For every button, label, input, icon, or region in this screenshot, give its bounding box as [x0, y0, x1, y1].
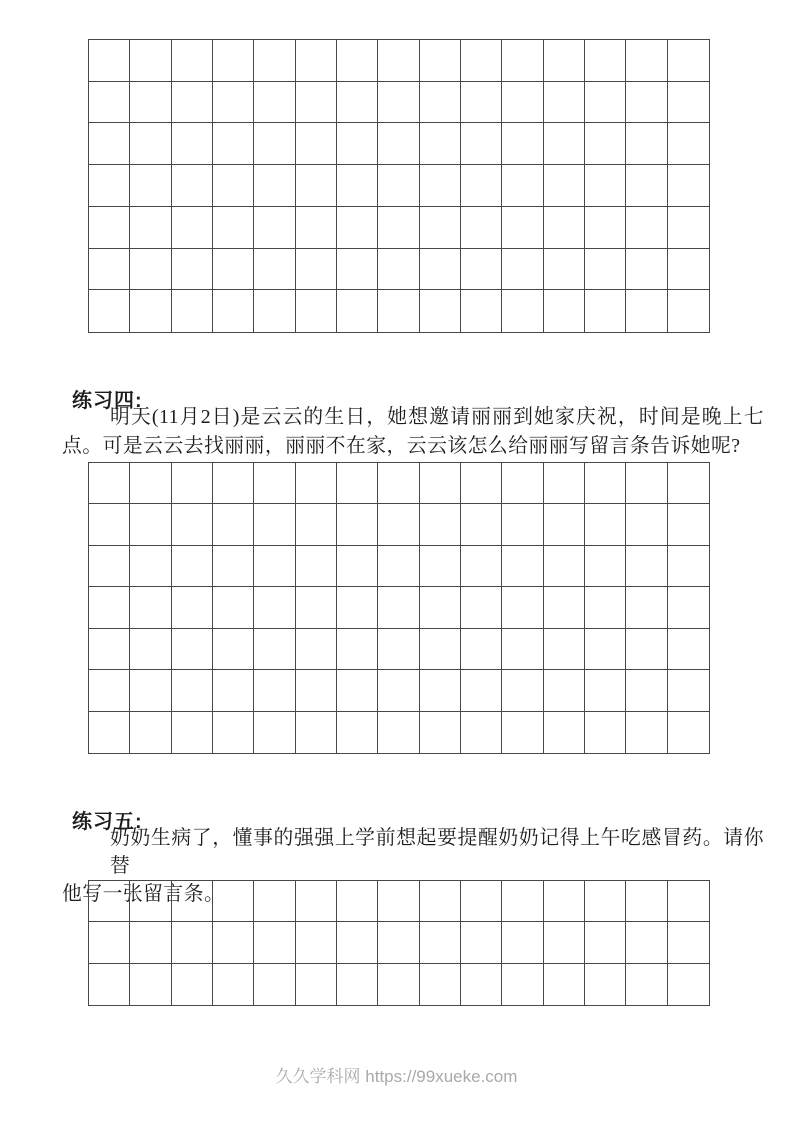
writing-cell	[213, 629, 254, 670]
writing-cell	[337, 712, 378, 753]
writing-cell	[254, 964, 295, 1005]
writing-cell	[172, 207, 213, 249]
writing-cell	[585, 881, 626, 922]
writing-cell	[378, 629, 419, 670]
writing-cell	[296, 546, 337, 587]
writing-cell	[461, 587, 502, 628]
writing-cell	[213, 165, 254, 207]
writing-cell	[337, 670, 378, 711]
writing-cell	[668, 546, 709, 587]
exercise-5-prompt-line-1: 奶奶生病了，懂事的强强上学前想起要提醒奶奶记得上午吃感冒药。请你替	[110, 827, 764, 877]
writing-cell	[89, 207, 130, 249]
writing-cell	[461, 165, 502, 207]
writing-cell	[130, 629, 171, 670]
writing-cell	[626, 40, 667, 82]
writing-cell	[89, 629, 130, 670]
writing-cell	[502, 629, 543, 670]
writing-cell	[544, 922, 585, 963]
writing-cell	[585, 82, 626, 124]
writing-cell	[544, 964, 585, 1005]
writing-cell	[337, 123, 378, 165]
writing-cell	[461, 670, 502, 711]
writing-cell	[420, 546, 461, 587]
writing-cell	[668, 922, 709, 963]
writing-cell	[626, 290, 667, 332]
writing-cell	[585, 249, 626, 291]
writing-cell	[420, 123, 461, 165]
writing-cell	[461, 463, 502, 504]
writing-cell	[378, 463, 419, 504]
writing-cell	[585, 165, 626, 207]
writing-cell	[420, 922, 461, 963]
writing-cell	[213, 712, 254, 753]
writing-cell	[296, 587, 337, 628]
writing-cell	[378, 40, 419, 82]
writing-cell	[668, 207, 709, 249]
writing-cell	[213, 546, 254, 587]
writing-cell	[213, 881, 254, 922]
writing-cell	[544, 670, 585, 711]
writing-cell	[626, 881, 667, 922]
writing-cell	[461, 123, 502, 165]
writing-cell	[544, 587, 585, 628]
writing-cell	[378, 504, 419, 545]
writing-cell	[626, 249, 667, 291]
writing-cell	[130, 290, 171, 332]
writing-cell	[668, 881, 709, 922]
writing-cell	[544, 504, 585, 545]
writing-cell	[626, 712, 667, 753]
writing-cell	[89, 123, 130, 165]
writing-cell	[626, 546, 667, 587]
exercise-5-prompt-line-2: 他写一张留言条。	[62, 883, 225, 905]
writing-cell	[254, 670, 295, 711]
writing-cell	[668, 587, 709, 628]
writing-cell	[89, 964, 130, 1005]
writing-cell	[254, 712, 295, 753]
writing-cell	[213, 587, 254, 628]
writing-cell	[420, 82, 461, 124]
writing-cell	[172, 546, 213, 587]
writing-cell	[213, 463, 254, 504]
exercise-4-prompt-line-1: 明天(11月2日)是云云的生日，她想邀请丽丽到她家庆祝，时间是晚上七	[110, 406, 764, 428]
writing-cell	[213, 504, 254, 545]
writing-cell	[89, 165, 130, 207]
writing-cell	[296, 922, 337, 963]
writing-cell	[626, 587, 667, 628]
writing-cell	[585, 504, 626, 545]
writing-cell	[461, 40, 502, 82]
writing-cell	[130, 123, 171, 165]
writing-cell	[337, 922, 378, 963]
writing-cell	[544, 546, 585, 587]
writing-cell	[420, 463, 461, 504]
writing-cell	[461, 207, 502, 249]
writing-cell	[420, 881, 461, 922]
writing-cell	[172, 629, 213, 670]
writing-cell	[337, 881, 378, 922]
writing-cell	[254, 504, 295, 545]
writing-cell	[296, 249, 337, 291]
writing-cell	[213, 964, 254, 1005]
writing-cell	[172, 123, 213, 165]
writing-cell	[89, 587, 130, 628]
writing-cell	[502, 922, 543, 963]
writing-cell	[544, 463, 585, 504]
writing-cell	[502, 504, 543, 545]
writing-cell	[461, 82, 502, 124]
writing-cell	[296, 165, 337, 207]
writing-cell	[213, 670, 254, 711]
writing-cell	[585, 629, 626, 670]
writing-cell	[89, 463, 130, 504]
writing-cell	[337, 82, 378, 124]
writing-cell	[420, 207, 461, 249]
writing-cell	[130, 922, 171, 963]
writing-cell	[461, 504, 502, 545]
writing-cell	[585, 922, 626, 963]
writing-cell	[668, 123, 709, 165]
writing-cell	[89, 82, 130, 124]
writing-cell	[172, 504, 213, 545]
writing-cell	[172, 249, 213, 291]
writing-cell	[213, 207, 254, 249]
writing-cell	[502, 546, 543, 587]
writing-cell	[337, 629, 378, 670]
writing-cell	[585, 670, 626, 711]
writing-cell	[502, 587, 543, 628]
writing-cell	[626, 670, 667, 711]
writing-cell	[89, 670, 130, 711]
writing-cell	[89, 290, 130, 332]
writing-cell	[172, 881, 213, 922]
writing-cell	[130, 207, 171, 249]
writing-cell	[585, 964, 626, 1005]
writing-cell	[337, 964, 378, 1005]
writing-cell	[668, 249, 709, 291]
writing-cell	[585, 290, 626, 332]
writing-cell	[626, 463, 667, 504]
writing-cell	[585, 123, 626, 165]
writing-cell	[420, 504, 461, 545]
exercise-4-prompt-line-2: 点。可是云云去找丽丽，丽丽不在家，云云该怎么给丽丽写留言条告诉她呢?	[62, 435, 741, 457]
writing-cell	[544, 82, 585, 124]
writing-cell	[130, 463, 171, 504]
writing-cell	[378, 587, 419, 628]
writing-cell	[296, 964, 337, 1005]
writing-cell	[296, 504, 337, 545]
writing-cell	[172, 670, 213, 711]
writing-cell	[420, 964, 461, 1005]
writing-cell	[378, 82, 419, 124]
writing-cell	[296, 670, 337, 711]
writing-cell	[89, 881, 130, 922]
writing-cell	[378, 712, 419, 753]
writing-cell	[461, 712, 502, 753]
writing-cell	[668, 964, 709, 1005]
writing-cell	[337, 290, 378, 332]
writing-cell	[502, 82, 543, 124]
writing-cell	[213, 290, 254, 332]
writing-cell	[626, 629, 667, 670]
writing-cell	[502, 881, 543, 922]
writing-cell	[254, 881, 295, 922]
writing-cell	[172, 712, 213, 753]
writing-cell	[544, 249, 585, 291]
writing-cell	[172, 463, 213, 504]
writing-cell	[337, 587, 378, 628]
writing-cell	[502, 670, 543, 711]
writing-cell	[130, 165, 171, 207]
writing-cell	[585, 463, 626, 504]
writing-cell	[461, 629, 502, 670]
writing-cell	[254, 165, 295, 207]
writing-cell	[668, 463, 709, 504]
writing-cell	[337, 40, 378, 82]
writing-cell	[254, 587, 295, 628]
writing-cell	[502, 712, 543, 753]
writing-cell	[626, 82, 667, 124]
writing-cell	[213, 82, 254, 124]
writing-cell	[378, 290, 419, 332]
writing-cell	[254, 546, 295, 587]
writing-cell	[502, 964, 543, 1005]
writing-cell	[254, 249, 295, 291]
writing-cell	[130, 587, 171, 628]
writing-cell	[254, 463, 295, 504]
writing-cell	[378, 249, 419, 291]
writing-cell	[668, 82, 709, 124]
exercise-4-prompt	[62, 403, 764, 461]
writing-cell	[461, 964, 502, 1005]
writing-cell	[461, 546, 502, 587]
writing-cell	[420, 712, 461, 753]
writing-cell	[626, 964, 667, 1005]
writing-cell	[585, 546, 626, 587]
writing-cell	[296, 40, 337, 82]
writing-cell	[296, 463, 337, 504]
writing-cell	[254, 40, 295, 82]
writing-cell	[254, 629, 295, 670]
writing-cell	[502, 123, 543, 165]
writing-cell	[130, 82, 171, 124]
writing-cell	[544, 165, 585, 207]
writing-grid-top	[88, 39, 710, 333]
writing-cell	[544, 123, 585, 165]
writing-cell	[544, 40, 585, 82]
writing-cell	[502, 165, 543, 207]
writing-cell	[544, 207, 585, 249]
writing-cell	[378, 670, 419, 711]
writing-cell	[89, 546, 130, 587]
writing-cell	[254, 123, 295, 165]
writing-cell	[626, 207, 667, 249]
writing-cell	[378, 123, 419, 165]
writing-cell	[213, 922, 254, 963]
writing-cell	[130, 249, 171, 291]
writing-cell	[296, 881, 337, 922]
writing-cell	[172, 165, 213, 207]
writing-cell	[378, 207, 419, 249]
writing-cell	[378, 165, 419, 207]
writing-cell	[378, 922, 419, 963]
writing-cell	[585, 587, 626, 628]
writing-cell	[296, 629, 337, 670]
writing-cell	[172, 964, 213, 1005]
writing-cell	[213, 249, 254, 291]
writing-cell	[544, 290, 585, 332]
writing-cell	[585, 207, 626, 249]
writing-cell	[668, 629, 709, 670]
writing-cell	[544, 881, 585, 922]
writing-cell	[337, 207, 378, 249]
writing-cell	[585, 712, 626, 753]
writing-cell	[172, 82, 213, 124]
writing-cell	[420, 249, 461, 291]
writing-cell	[254, 922, 295, 963]
writing-cell	[213, 123, 254, 165]
writing-cell	[296, 123, 337, 165]
exercise-5-heading: 练习五:	[72, 810, 143, 833]
writing-cell	[172, 922, 213, 963]
writing-cell	[254, 82, 295, 124]
writing-cell	[172, 290, 213, 332]
writing-cell	[420, 670, 461, 711]
writing-cell	[668, 165, 709, 207]
writing-cell	[420, 165, 461, 207]
writing-cell	[254, 207, 295, 249]
writing-cell	[502, 249, 543, 291]
writing-cell	[337, 249, 378, 291]
writing-cell	[502, 207, 543, 249]
writing-cell	[544, 712, 585, 753]
writing-cell	[130, 881, 171, 922]
writing-cell	[502, 463, 543, 504]
writing-cell	[626, 165, 667, 207]
writing-cell	[461, 881, 502, 922]
writing-cell	[296, 207, 337, 249]
writing-cell	[130, 40, 171, 82]
writing-cell	[378, 881, 419, 922]
writing-cell	[502, 290, 543, 332]
writing-cell	[337, 463, 378, 504]
writing-cell	[668, 290, 709, 332]
writing-cell	[130, 670, 171, 711]
writing-cell	[668, 504, 709, 545]
writing-cell	[626, 504, 667, 545]
writing-cell	[130, 964, 171, 1005]
writing-cell	[420, 629, 461, 670]
writing-cell	[296, 290, 337, 332]
writing-cell	[461, 249, 502, 291]
writing-cell	[130, 504, 171, 545]
writing-cell	[378, 546, 419, 587]
writing-cell	[502, 40, 543, 82]
writing-cell	[296, 82, 337, 124]
writing-cell	[461, 290, 502, 332]
writing-cell	[337, 504, 378, 545]
writing-cell	[420, 290, 461, 332]
writing-cell	[585, 40, 626, 82]
writing-cell	[89, 922, 130, 963]
writing-cell	[254, 290, 295, 332]
writing-cell	[130, 712, 171, 753]
exercise-4-heading: 练习四:	[72, 389, 143, 412]
writing-cell	[89, 249, 130, 291]
writing-cell	[213, 40, 254, 82]
writing-cell	[420, 587, 461, 628]
writing-cell	[296, 712, 337, 753]
writing-cell	[668, 712, 709, 753]
writing-cell	[130, 546, 171, 587]
writing-cell	[626, 922, 667, 963]
writing-grid-exercise-4	[88, 462, 710, 754]
writing-cell	[172, 587, 213, 628]
writing-cell	[626, 123, 667, 165]
writing-cell	[378, 964, 419, 1005]
writing-cell	[89, 504, 130, 545]
writing-cell	[172, 40, 213, 82]
writing-cell	[544, 629, 585, 670]
writing-cell	[420, 40, 461, 82]
writing-grid-exercise-5	[88, 880, 710, 1006]
writing-cell	[668, 670, 709, 711]
writing-cell	[337, 546, 378, 587]
writing-cell	[337, 165, 378, 207]
writing-cell	[461, 922, 502, 963]
writing-cell	[668, 40, 709, 82]
writing-cell	[89, 712, 130, 753]
writing-cell	[89, 40, 130, 82]
site-watermark: 久久学科网 https://99xueke.com	[275, 1067, 518, 1086]
